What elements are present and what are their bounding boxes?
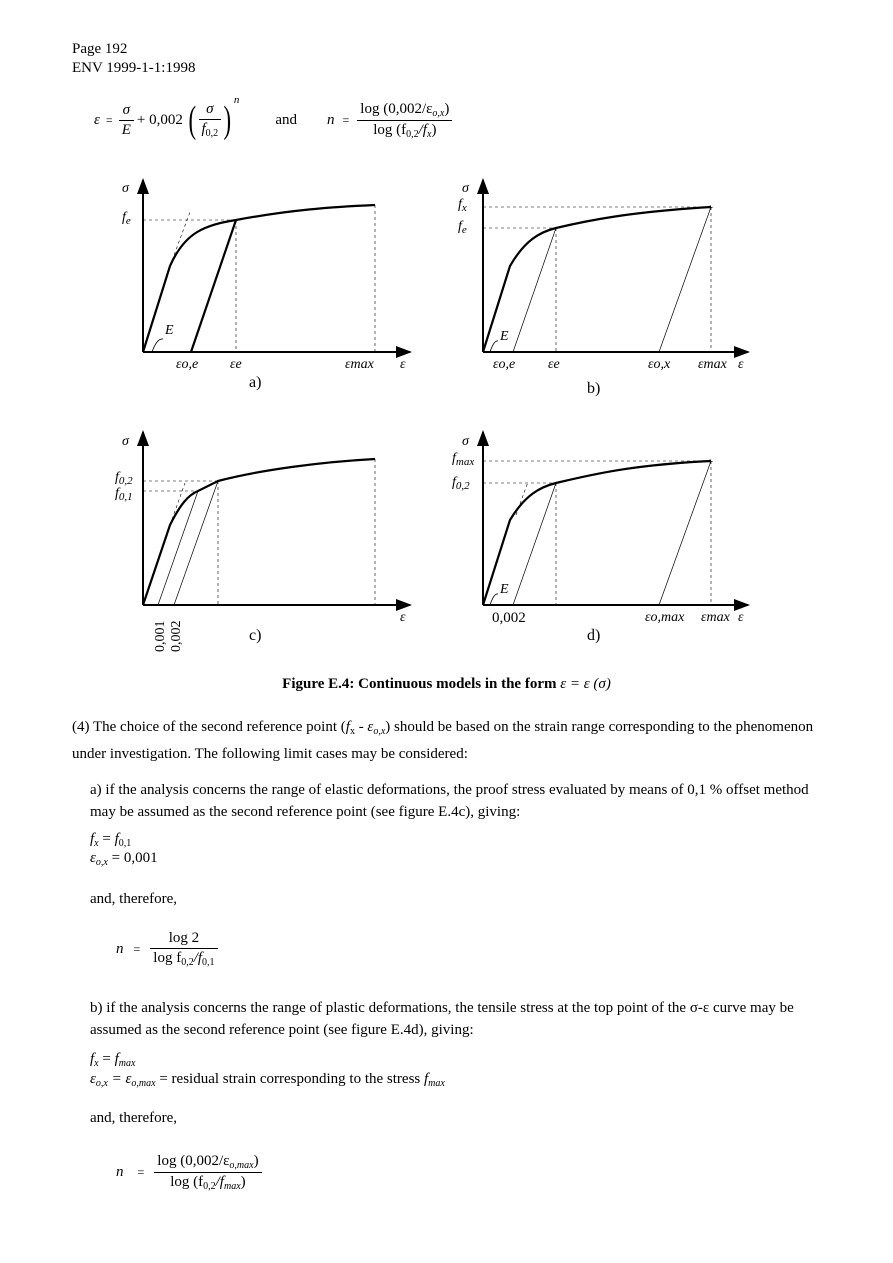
p4-fx-sub: x bbox=[349, 726, 355, 737]
a-eps: ε bbox=[400, 357, 406, 372]
b-sigma: σ bbox=[462, 181, 469, 196]
p4-dash: - ε bbox=[354, 719, 374, 735]
eq-b1-rhs-sub: max bbox=[118, 1058, 136, 1069]
a-fe-sub: e bbox=[125, 215, 131, 227]
eq-a1-rhs-sub: 0,1 bbox=[118, 838, 132, 849]
eq-n2-den-close: ) bbox=[240, 1173, 246, 1190]
d-E: E bbox=[500, 582, 509, 597]
a-eps-oe: εo,e bbox=[176, 357, 199, 372]
eq-n2-num: log (0,002/ε bbox=[157, 1152, 230, 1169]
eq-equals-2: = bbox=[342, 112, 350, 127]
c-x1: 0,001 bbox=[153, 620, 168, 652]
num-sub: o,x bbox=[432, 107, 445, 119]
b-fe-sub: e bbox=[461, 224, 467, 236]
d-eps-omax: εo,max bbox=[645, 610, 685, 625]
b-peak-marker: + bbox=[707, 202, 714, 214]
eq-a1-rhs: f bbox=[114, 831, 119, 847]
eq-a2-rhs: = 0,001 bbox=[107, 850, 158, 866]
b-fx-sub: x bbox=[461, 202, 467, 214]
page-number: Page 192 bbox=[72, 41, 128, 57]
d-unload-max bbox=[659, 461, 711, 605]
paren-right-icon: ) bbox=[223, 99, 232, 141]
c-f01 bbox=[115, 486, 133, 503]
c-x2: 0,002 bbox=[169, 620, 184, 652]
a-eps-max: εmax bbox=[345, 357, 374, 372]
d-eps: ε bbox=[738, 610, 744, 625]
d-f02-sub: 0,2 bbox=[455, 480, 470, 492]
caption-text: Figure E.4: Continuous models in the form bbox=[282, 676, 561, 692]
panel-a bbox=[122, 180, 410, 391]
b-eps-e: εe bbox=[548, 357, 560, 372]
d-sigma: σ bbox=[462, 434, 469, 449]
eq-n1-den-sub1: 0,2 bbox=[181, 957, 194, 968]
eq-exp-n: n bbox=[233, 94, 240, 106]
eq-b2-f: f bbox=[424, 1071, 429, 1087]
b-fe bbox=[458, 219, 467, 236]
eq-epsilon: ε bbox=[94, 111, 100, 128]
eq-n1-n: n bbox=[116, 940, 124, 957]
eq-b1-lhs-sub: x bbox=[94, 1058, 99, 1069]
c-unload-01 bbox=[158, 491, 198, 605]
c-label: c) bbox=[249, 627, 262, 644]
eq-b1-lhs: f bbox=[90, 1051, 95, 1067]
b-unload-e bbox=[513, 228, 556, 352]
paragraph-4 bbox=[72, 716, 822, 765]
page-header bbox=[72, 40, 195, 78]
eq-f: f bbox=[201, 121, 206, 137]
eq-f-sub: 0,2 bbox=[205, 128, 219, 139]
d-curve bbox=[483, 461, 711, 605]
a-label: a) bbox=[249, 374, 262, 391]
eq-a1-lhs-sub: x bbox=[94, 838, 99, 849]
and-therefore-2: and, therefore, bbox=[90, 1110, 178, 1126]
d-peak-marker: + bbox=[707, 456, 714, 468]
b-eps-ox: εo,x bbox=[648, 357, 671, 372]
c-sigma: σ bbox=[122, 434, 129, 449]
eq-sigma: σ bbox=[119, 102, 134, 121]
eq-n2-den-sub1: 0,2 bbox=[203, 1180, 216, 1192]
b-fx bbox=[458, 197, 467, 214]
paren-left-icon: ( bbox=[188, 99, 196, 141]
eq-n1-frac bbox=[150, 930, 217, 968]
d-label: d) bbox=[587, 627, 601, 644]
d-fmax-sub: max bbox=[455, 456, 475, 468]
p4-text-a: (4) The choice of the second reference point ( bbox=[72, 719, 346, 735]
b-fx-f: f bbox=[458, 197, 462, 212]
d-eps-max: εmax bbox=[701, 610, 730, 625]
d-f02 bbox=[452, 475, 470, 492]
a-curve bbox=[143, 205, 375, 352]
eq-plus-coef: + 0,002 bbox=[136, 111, 183, 128]
eq-n2-den-sub2: max bbox=[223, 1180, 241, 1192]
eq-n2-num-close: ) bbox=[253, 1152, 259, 1169]
eq-n: n bbox=[327, 111, 335, 128]
d-unload-02 bbox=[513, 483, 556, 605]
b-label: b) bbox=[587, 380, 601, 397]
eq-b2-text: = residual strain corresponding to the stress bbox=[155, 1071, 424, 1087]
eq-b2-mid-sub: o,max bbox=[131, 1078, 156, 1089]
c-eps: ε bbox=[400, 610, 406, 625]
d-fmax bbox=[452, 451, 474, 468]
eq-equals: = bbox=[105, 112, 113, 127]
eq-a1-lhs: f bbox=[90, 831, 95, 847]
b-eps-oe: εo,e bbox=[493, 357, 516, 372]
eq-b2-lhs: ε bbox=[90, 1071, 96, 1087]
b-angle-arc bbox=[490, 341, 498, 352]
eq-b2-f-sub: max bbox=[428, 1078, 445, 1089]
den-mid: /f bbox=[418, 121, 427, 138]
c-f02 bbox=[115, 470, 133, 487]
b-fe-f: f bbox=[458, 219, 462, 234]
den-close: ) bbox=[431, 121, 437, 138]
a-E: E bbox=[165, 323, 174, 338]
panel-b bbox=[458, 180, 748, 397]
eq-E: E bbox=[121, 121, 131, 138]
and-therefore-1: and, therefore, bbox=[90, 891, 178, 907]
d-fmax-f: f bbox=[452, 451, 456, 466]
d-x1: 0,002 bbox=[492, 610, 526, 626]
figure-e4 bbox=[0, 170, 893, 670]
eq-b2 bbox=[90, 1071, 445, 1089]
eq-n1-den-sub2: 0,1 bbox=[202, 957, 215, 968]
caption-math: ε = ε (σ) bbox=[560, 676, 611, 692]
p4-eps-sub: o,x bbox=[373, 726, 386, 737]
eq-n2-frac bbox=[154, 1153, 261, 1192]
a-unload-line bbox=[191, 220, 236, 352]
eq-n1-den: log f bbox=[153, 950, 182, 966]
p4-fx: f bbox=[345, 719, 350, 735]
eq-n2-eq: = bbox=[137, 1164, 145, 1179]
top-equation bbox=[94, 92, 452, 148]
d-f02-f: f bbox=[452, 475, 456, 490]
c-f01-sub: 0,1 bbox=[118, 491, 133, 503]
eq-n1 bbox=[116, 925, 218, 973]
num-text: log (0,002/ε bbox=[360, 100, 433, 117]
sigma-over-E bbox=[119, 102, 134, 139]
eq-sigma-2: σ bbox=[199, 101, 222, 120]
eq-b1 bbox=[90, 1051, 135, 1069]
eq-a2-lhs-sub: o,x bbox=[95, 857, 108, 868]
item-b: b) if the analysis concerns the range of plastic deformations, the tensile stress at the top point of the σ-ε curve may be assumed as the second reference point (see figure E.4d), giving: bbox=[90, 1000, 794, 1038]
eq-b1-mid: = bbox=[98, 1051, 115, 1067]
a-angle-arc bbox=[152, 339, 163, 352]
eq-n1-eq: = bbox=[133, 941, 141, 956]
num-close: ) bbox=[444, 100, 450, 117]
standard-code: ENV 1999-1-1:1998 bbox=[72, 60, 196, 76]
c-f02-f: f bbox=[115, 470, 119, 485]
eq-n2-num-sub: o,max bbox=[229, 1159, 254, 1171]
sigma-over-f02 bbox=[199, 101, 222, 139]
den-sub1: 0,2 bbox=[406, 128, 419, 140]
d-angle-arc bbox=[490, 594, 498, 605]
den-text: log (f bbox=[373, 121, 407, 138]
n-fraction bbox=[357, 101, 452, 140]
eq-n1-num: log 2 bbox=[150, 930, 217, 949]
eq-n2 bbox=[116, 1146, 262, 1198]
p4-text-b: ) should be based on the strain range corresponding to the phenomenon under investigation. The following limit cases may be considered: bbox=[72, 719, 814, 762]
eq-a1-mid: = bbox=[98, 831, 115, 847]
eq-n2-n: n bbox=[116, 1163, 124, 1180]
panel-d bbox=[452, 432, 748, 644]
eq-a2 bbox=[90, 850, 158, 868]
eq-a1 bbox=[90, 831, 131, 849]
b-E: E bbox=[500, 329, 509, 344]
c-f01-f: f bbox=[115, 486, 119, 501]
b-eps-max: εmax bbox=[698, 357, 727, 372]
eq-b1-rhs: f bbox=[114, 1051, 119, 1067]
b-curve bbox=[483, 207, 711, 352]
eq-and: and bbox=[275, 111, 297, 128]
c-curve bbox=[143, 459, 375, 605]
den-sub2: x bbox=[426, 128, 432, 140]
eq-n2-den: log (f bbox=[170, 1173, 204, 1190]
figure-caption bbox=[0, 676, 893, 693]
panel-c bbox=[115, 432, 410, 652]
a-fe-f: f bbox=[122, 210, 126, 225]
b-unload-x bbox=[659, 207, 711, 352]
a-eps-e: εe bbox=[230, 357, 242, 372]
eq-b2-mid: = ε bbox=[107, 1071, 132, 1087]
eq-a2-lhs: ε bbox=[90, 850, 96, 866]
eq-b2-lhs-sub: o,x bbox=[95, 1078, 108, 1089]
b-eps: ε bbox=[738, 357, 744, 372]
a-sigma: σ bbox=[122, 181, 129, 196]
eq-n2-den-mid: /f bbox=[215, 1173, 224, 1190]
a-fe bbox=[122, 210, 131, 227]
c-f02-sub: 0,2 bbox=[118, 475, 133, 487]
eq-n1-den-mid: /f bbox=[193, 950, 203, 966]
c-unload-02 bbox=[174, 481, 218, 605]
item-a: a) if the analysis concerns the range of elastic deformations, the proof stress evaluated by means of 0,1 % offset method may be assumed as the second reference point (see figure E.4c), giving: bbox=[90, 782, 809, 820]
